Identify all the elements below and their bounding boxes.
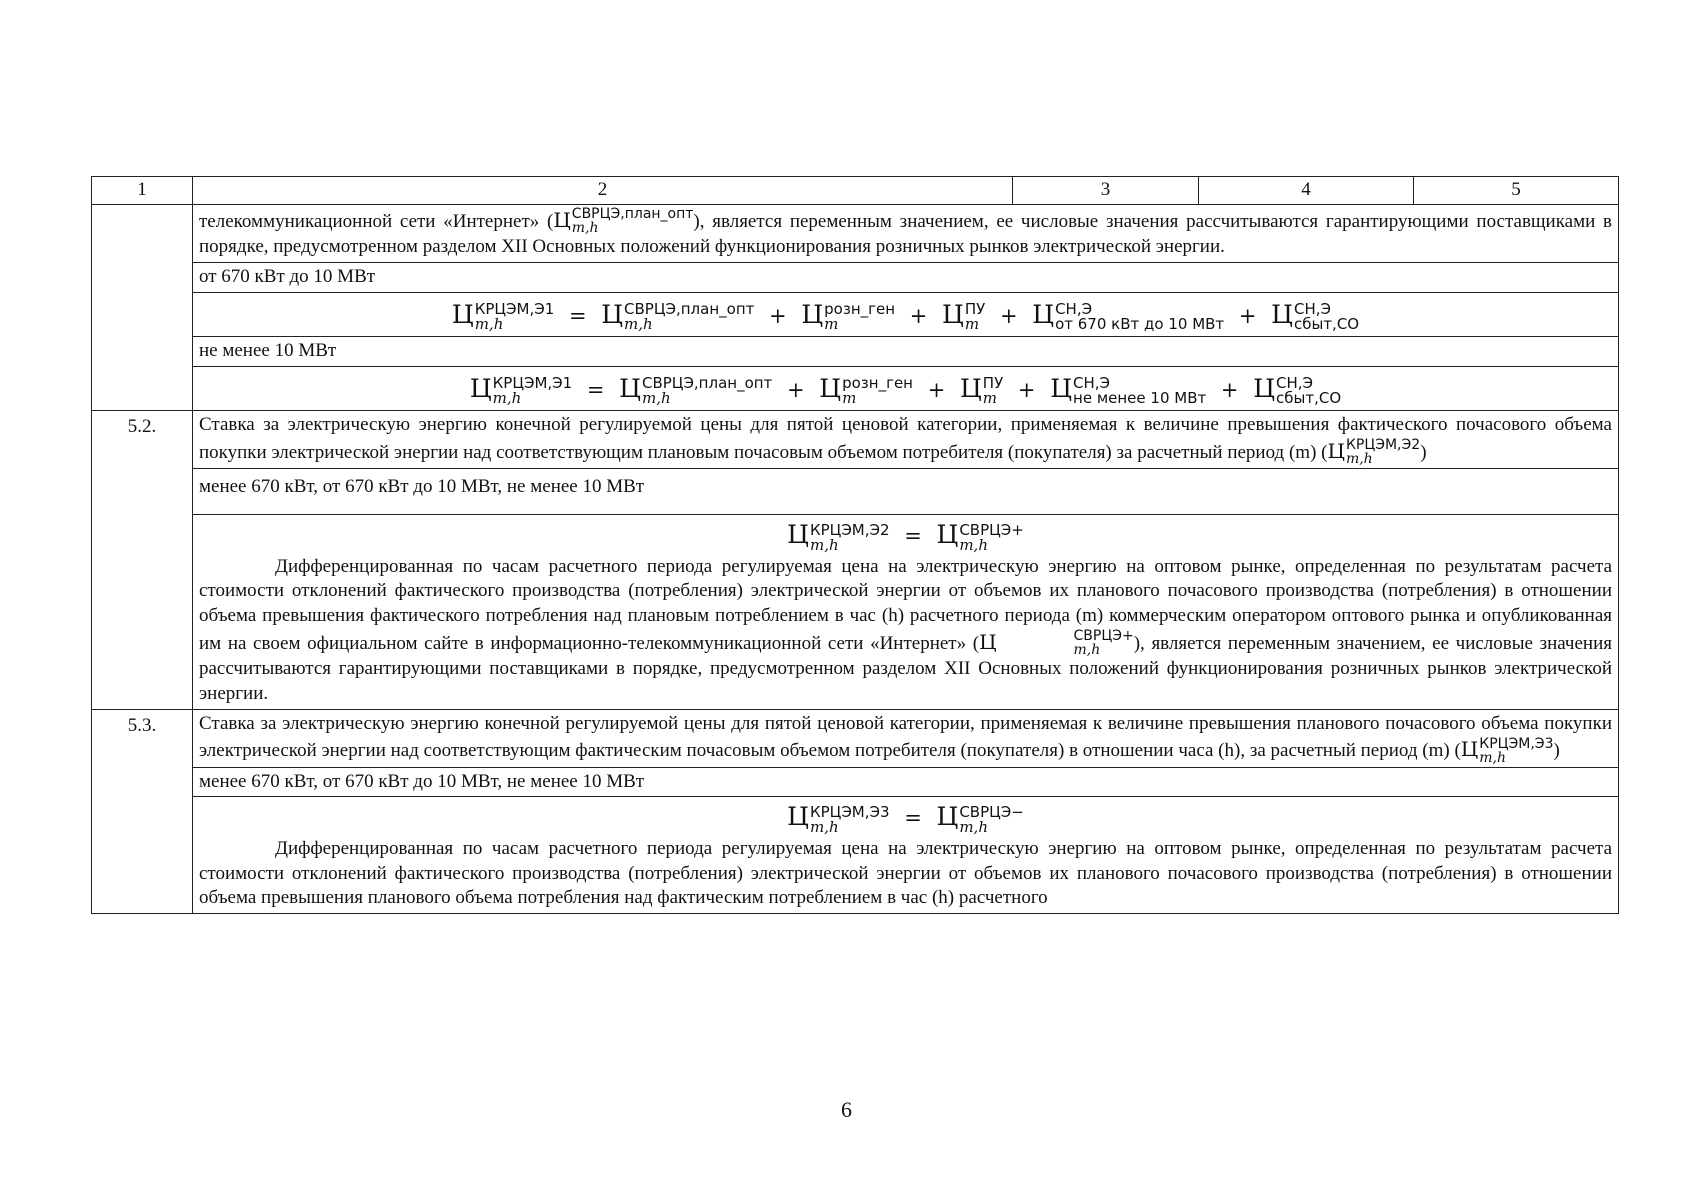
- cont-text: телекоммуникационной сети «Интернет» (Ц СВРЦЭ,план_опт m,h ), является переменным значением, ее числовые значения рассчитываются гарантирующими поставщиками в порядке, предусмотренном разделом XII Основных положений функционирования розничных рынков электрической энергии.: [193, 204, 1619, 262]
- description-paragraph: Дифференцированная по часам расчетного периода регулируемая цена на электрическую энергию на оптовом рынке, определенная по результатам расчета стоимости отклонений фактического производства (потребления) электрической энергии от объемов их планового почасового производства (потребления) в отношении объема превышения планового объема потребления над фактическим потреблением в час (h) расчетного: [199, 837, 1612, 909]
- row-5-3-formula: [92, 797, 1619, 914]
- formula-cell: [193, 292, 1619, 337]
- tariff-table: [91, 176, 1619, 914]
- header-col-2: 2: [193, 177, 1013, 205]
- page-number: 6: [841, 1097, 852, 1122]
- formula-row-2: [92, 366, 1619, 411]
- range-label: менее 670 кВт, от 670 кВт до 10 МВт, не менее 10 МВт: [193, 767, 1619, 797]
- row-5-2: [92, 411, 1619, 469]
- formula-cell: [193, 366, 1619, 411]
- formula-description-cell: [193, 515, 1619, 709]
- formula-description-cell: [193, 797, 1619, 914]
- range-label: от 670 кВт до 10 МВт: [193, 262, 1619, 292]
- header-col-5: 5: [1414, 177, 1619, 205]
- formula-krcem-e2: Ц КРЦЭМ,Э2 m,h = Ц СВРЦЭ+ m,h: [787, 520, 1024, 554]
- row-5-3-text: Ставка за электрическую энергию конечной регулируемой цены для пятой ценовой категории, применяемая к величине превышения планового почасового объема покупки электрической энергии над соответствующим фактическим почасовым объемом потребителя (покупателя) в отношении часа (h), за расчетный период (m) (Ц КРЦЭМ,Э3 m,h ): [193, 709, 1619, 767]
- range-row-2: [92, 337, 1619, 367]
- header-col-3: 3: [1013, 177, 1199, 205]
- range-row-1: [92, 262, 1619, 292]
- header-col-1: 1: [92, 177, 193, 205]
- formula-row-1: [92, 292, 1619, 337]
- description-paragraph: Дифференцированная по часам расчетного периода регулируемая цена на электрическую энергию на оптовом рынке, определенная по результатам расчета стоимости отклонений фактического производства (потребления) электрической энергии от объемов их планового почасового производства (потребления) в отношении объема превышения фактического потребления над плановым потреблением в час (h) расчетного периода (m) коммерческим оператором оптового рынка и опубликованная им на своем официальном сайте в информационно-телекоммуникационной сети «Интернет» (Ц СВРЦЭ+ m,h ), является переменным значением, ее числовые значения рассчитываются гарантирующими поставщиками в порядке, предусмотренном разделом XII Основных положений функционирования розничных рынков электрической энергии.: [199, 555, 1612, 704]
- cont-text-row: [92, 204, 1619, 262]
- range-label: менее 670 кВт, от 670 кВт до 10 МВт, не менее 10 МВт: [193, 469, 1619, 515]
- inline-formula: Ц КРЦЭМ,Э2 m,h: [1327, 437, 1421, 468]
- row-5-2-formula: [92, 515, 1619, 709]
- cont-number-cell: [92, 204, 193, 411]
- inline-formula: Ц КРЦЭМ,Э3 m,h: [1460, 735, 1554, 766]
- row-number: 5.2.: [92, 411, 193, 709]
- inline-formula: Ц СВРЦЭ,план_опт m,h: [553, 206, 694, 237]
- row-5-3-range: [92, 767, 1619, 797]
- row-5-3: [92, 709, 1619, 767]
- row-5-2-text: Ставка за электрическую энергию конечной регулируемой цены для пятой ценовой категории, применяемая к величине превышения фактического почасового объема покупки электрической энергии над соответствующим плановым почасовым объемом потребителя (покупателя) за расчетный период (m) (Ц КРЦЭМ,Э2 m,h ): [193, 411, 1619, 469]
- header-col-4: 4: [1199, 177, 1414, 205]
- row-5-2-range: [92, 469, 1619, 515]
- formula-krcem-e1-10mw: Ц КРЦЭМ,Э1 m,h = Ц СВРЦЭ,план_опт m,h + Ц розн_ген m + Ц ПУ m + Ц СН,Э не менее 10 МВт + Ц СН,Э сбыт,СО: [469, 373, 1342, 408]
- row-number: 5.3.: [92, 709, 193, 913]
- formula-krcem-e3: Ц КРЦЭМ,Э3 m,h = Ц СВРЦЭ− m,h: [787, 802, 1024, 836]
- formula-krcem-e1-670: Ц КРЦЭМ,Э1 m,h = Ц СВРЦЭ,план_опт m,h + Ц розн_ген m + Ц ПУ m + Ц СН,Э от 670 кВт до 10 МВт + Ц СН,Э сбыт,СО: [451, 299, 1360, 334]
- range-label: не менее 10 МВт: [193, 337, 1619, 367]
- header-row: [92, 177, 1619, 205]
